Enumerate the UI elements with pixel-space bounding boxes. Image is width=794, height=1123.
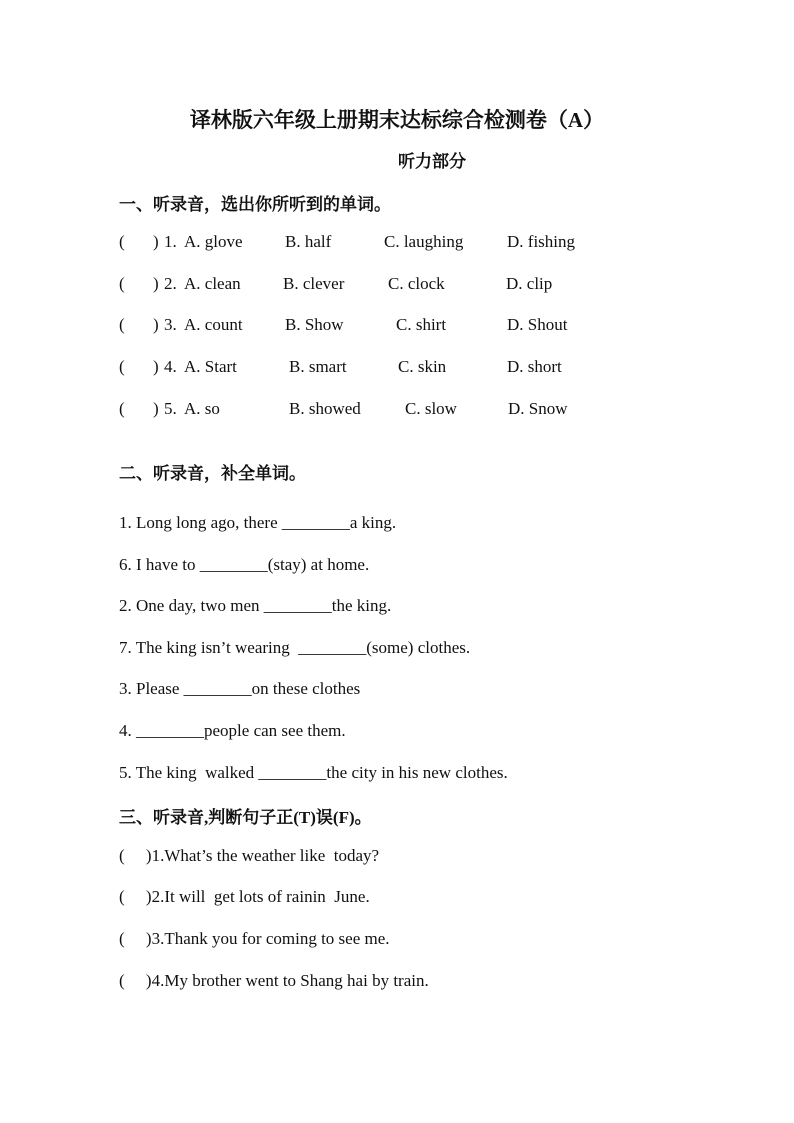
answer-bracket-open: ( <box>119 232 125 251</box>
option-c: C. laughing <box>384 232 464 251</box>
fill-blank-line: 2. One day, two men ________the king. <box>119 596 392 615</box>
option-c: C. skin <box>398 357 447 376</box>
true-false-line: ( )4.My brother went to Shang hai by train. <box>119 971 429 990</box>
fill-blank-line: 5. The king walked ________the city in his new clothes. <box>119 763 508 782</box>
answer-bracket-close: ) <box>153 357 159 376</box>
option-d: D. short <box>507 357 562 376</box>
option-d: D. Shout <box>507 315 568 334</box>
option-a: A. glove <box>184 232 243 251</box>
option-c: C. shirt <box>396 315 447 334</box>
question-number: 4. <box>164 357 177 376</box>
fill-blank-line: 4. ________people can see them. <box>119 721 346 740</box>
question-number: 2. <box>164 274 177 293</box>
answer-bracket-open: ( <box>119 274 125 293</box>
section3-heading: 三、听录音,判断句子正(T)误(F)。 <box>119 808 372 827</box>
true-false-line: ( )2.It will get lots of rainin June. <box>119 887 370 906</box>
answer-bracket-close: ) <box>153 232 159 251</box>
option-a: A. Start <box>184 357 237 376</box>
option-b: B. Show <box>285 315 344 334</box>
option-b: B. half <box>285 232 332 251</box>
option-c: C. clock <box>388 274 445 293</box>
section2-heading: 二、听录音，补全单词。 <box>119 464 306 483</box>
answer-bracket-open: ( <box>119 357 125 376</box>
option-a: A. clean <box>184 274 241 293</box>
section-subtitle: 听力部分 <box>398 152 466 171</box>
section1-heading: 一、听录音，选出你所听到的单词。 <box>119 195 391 214</box>
fill-blank-line: 6. I have to ________(stay) at home. <box>119 555 370 574</box>
option-b: B. showed <box>289 399 361 418</box>
option-d: D. fishing <box>507 232 575 251</box>
page-title: 译林版六年级上册期末达标综合检测卷（A） <box>189 108 605 132</box>
true-false-line: ( )3.Thank you for coming to see me. <box>119 929 390 948</box>
option-a: A. so <box>184 399 220 418</box>
option-b: B. smart <box>289 357 347 376</box>
true-false-line: ( )1.What’s the weather like today? <box>119 846 380 865</box>
fill-blank-line: 1. Long long ago, there ________a king. <box>119 513 397 532</box>
question-number: 5. <box>164 399 177 418</box>
answer-bracket-open: ( <box>119 399 125 418</box>
fill-blank-line: 3. Please ________on these clothes <box>119 679 361 698</box>
answer-bracket-close: ) <box>153 399 159 418</box>
option-d: D. clip <box>506 274 553 293</box>
question-number: 1. <box>164 232 177 251</box>
option-a: A. count <box>184 315 243 334</box>
answer-bracket-close: ) <box>153 315 159 334</box>
answer-bracket-close: ) <box>153 274 159 293</box>
fill-blank-line: 7. The king isn’t wearing ________(some) clothes. <box>119 638 471 657</box>
option-c: C. slow <box>405 399 457 418</box>
answer-bracket-open: ( <box>119 315 125 334</box>
question-number: 3. <box>164 315 177 334</box>
option-b: B. clever <box>283 274 345 293</box>
option-d: D. Snow <box>508 399 568 418</box>
